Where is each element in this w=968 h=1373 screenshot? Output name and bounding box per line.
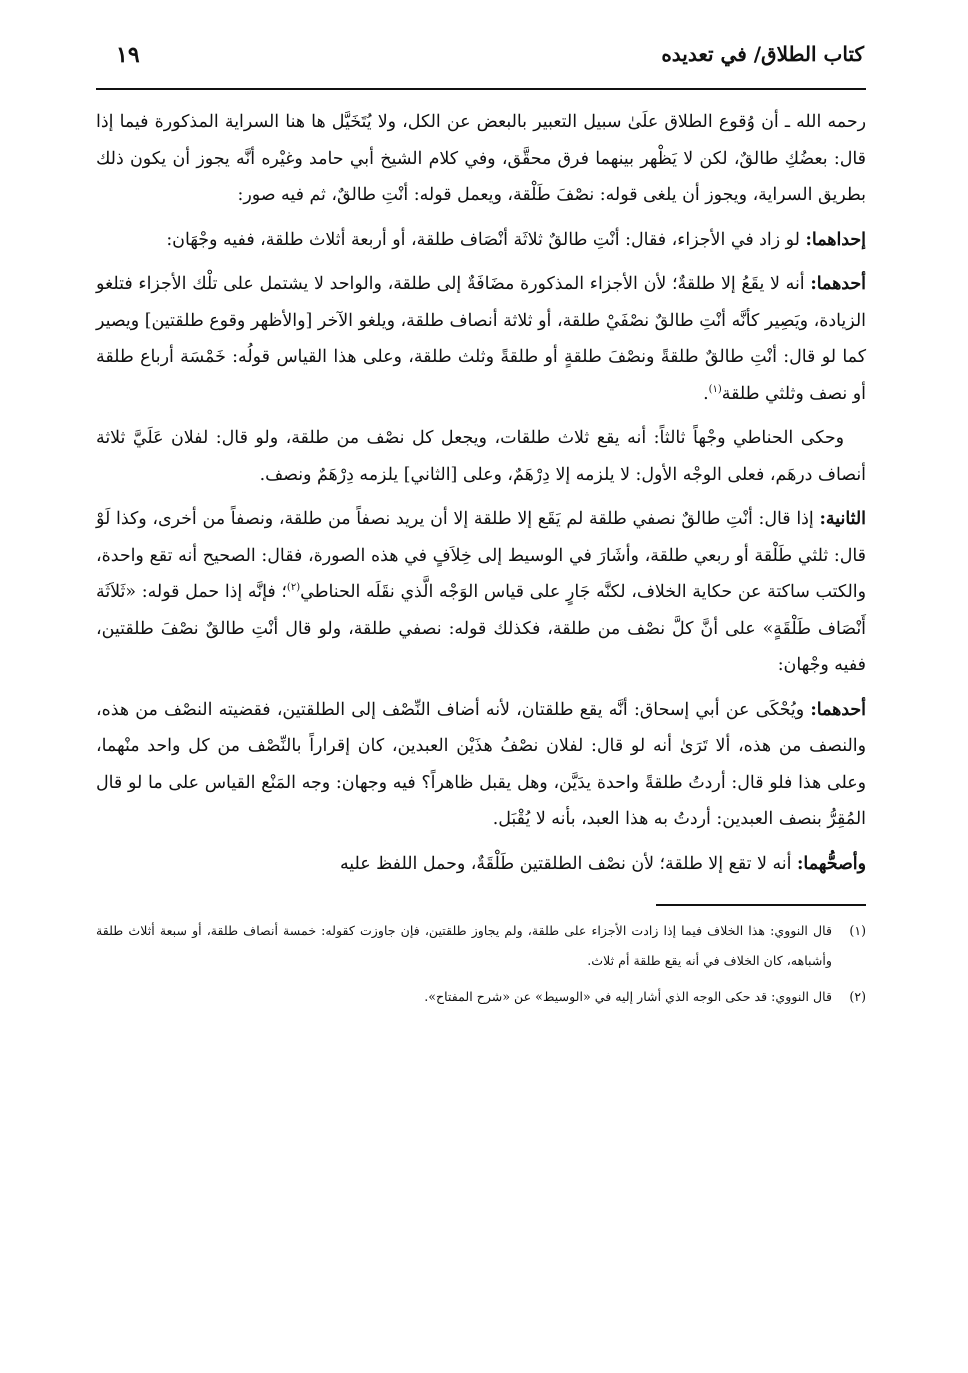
page-number: ١٩	[116, 42, 140, 68]
footnote-text: قال النووي: هذا الخلاف فيما إذا زادت الأجزاء على طلقة، ولم يجاوز طلقتين، فإن جاوزت كقوله: خمسة أنصاف طلقة، أو سبعة أثلاث طلقة وأشباهه، كان الخلاف في أنه يقع طلقة أم ثلاث.	[96, 923, 832, 968]
footnote-1	[96, 916, 866, 976]
footnote-ref-1[interactable]: (١)	[708, 383, 722, 395]
paragraph-5	[96, 501, 866, 684]
paragraph-end: .	[703, 383, 709, 404]
footnote-ref-2[interactable]: (٢)	[286, 582, 301, 594]
paragraph-text: لو زاد في الأجزاء، فقال: أنْتِ طالقٌ ثلاثَة أنْصَاف طلقة، أو أربعة أثلاث طلقة، ففيه وجْهَان:	[166, 229, 800, 250]
paragraph-lead: إحداهما:	[805, 229, 866, 250]
book-page	[96, 36, 866, 1018]
paragraph-3	[96, 266, 866, 412]
running-title: كتاب الطلاق/ في تعديده	[661, 42, 864, 66]
paragraph-lead: أحدهما:	[810, 274, 866, 294]
main-text	[96, 104, 866, 882]
paragraph-text: ويُحْكَى عن أبي إسحاق: أنَّه يقع طلقتان، لأنه أضاف النِّصْف إلى الطلقتين، فقضيته النصْف من هذه، والنصف من هذه، ألا تَرَىٰ أنه لو قال: لفلان نصْفُ هذَيْن العبدين، كان إقراراً بالنِّصْف من كل واحد منْهما، وعلى هذا فلو قال: أردتُ طلقةً واحدة يدَيَّن، وهل يقبل ظاهراً؟ فيه وجهان: وجه المَنْع القياس على ما لو قال المُقِرُّ بنصف العبدين: أردتُ به هذا العبد، بأنه لا يُقْبَل.	[96, 699, 866, 829]
paragraph-lead: وأصحُّهما:	[796, 853, 866, 874]
paragraph-text-cont: ؛ فإنَّه إذا حمل قوله: «ثَلاَثَة أَنْصَاف طَلْقَةٍ» على أنَّ كلَّ نصْف من طلقة، فكذلك قوله: نصفي طلقة، ولو قال أنْتِ طالقٌ نصْفَ طلقتين، ففيه وجْهان:	[96, 582, 866, 675]
paragraph-text: أنه لا تقع إلا طلقة؛ لأن نصْف الطلقتين طَلْقَةٌ، وحمل اللفظ عليه	[339, 853, 792, 874]
paragraph-6	[96, 692, 866, 838]
footnote-number: (٢)	[849, 989, 866, 1004]
page-header	[96, 36, 866, 90]
paragraph-lead: أحدهما:	[810, 699, 867, 720]
paragraph-lead: الثانية:	[819, 509, 867, 529]
footnote-text: قال النووي: قد حكى الوجه الذي أشار إليه في «الوسيط» عن «شرح المفتاح».	[424, 989, 832, 1004]
footnote-number: (١)	[849, 923, 866, 938]
footnote-divider	[656, 904, 866, 906]
paragraph-7	[96, 846, 866, 883]
paragraph-4	[96, 420, 866, 493]
footnotes	[96, 904, 866, 1012]
paragraph-text: رحمه الله ـ أن وُقوع الطلاق علَىٰ سبيل التعبير بالبعض عن الكل، ولا يُتَخَيَّل ها هنا السراية المذكورة فيما إذا قال: بعضُكِ طالقٌ، لكن لا يَظْهر بينهما فرق محقَّق، وفي كلام الشيخ أبي حامد وغيْره أنَّه يجوز أن يكون ذلك بطريق السراية، ويجوز أن يلغى قوله: نصْفَ طَلْقة، ويعمل قوله: أنْتِ طالقٌ، ثم فيه صور:	[96, 112, 866, 205]
footnote-2	[96, 982, 866, 1012]
paragraph-text: أنه لا يقَعُ إلا طلقةٌ؛ لأن الأجزاء المذكورة مضَافَةٌ إلى طلقة، والواحد لا يشتمل على تلْك الأجزاء فتلغو الزيادة، ويَصِير كأنَّه أنْتِ طالقٌ نصْفَيْ طلقة، أو ثلاثة أنصاف طلقة، ويلغو الآخر [والأظهر وقوع طلقتين] ويصير كما لو قال: أنْتِ طالقٌ طلقةً ونصْفَ طلقةٍ أو طلقةً وثلث طلقة، وعلى هذا القياس قولُه: خَمْسَة أرباع طلقة أو نصف وثلثي طلقة	[96, 274, 866, 404]
paragraph-text: إذا قال: أنْتِ طالقٌ نصفي طلقة لم يَقَع إلا طلقة إلا أن يريد نصفاً من طلقة، ونصفاً من أخرى، وكذا لَوْ قال: ثلثي طَلْقة أو ربعي طلقة، وأشَارَ في الوسيط إلى خِلاَفٍ في هذه الصورة، فقال: الصحيح أنه تقع واحدة، والكتب ساكتة عن حكاية الخلاف، لكنَّه جَارٍ على قياس الوَجْه الَّذي نقَلَه الحناطي	[96, 509, 866, 602]
paragraph-2	[96, 222, 866, 259]
paragraph-text: وحكى الحناطي وجْهاً ثالثاً: أنه يقع ثلاث طلقات، ويجعل كل نصْف من طلقة، ولو قال: لفلان عَلَيَّ ثلاثة أنصاف درهَم، فعلى الوجْه الأول: لا يلزمه إلا دِرْهَمٌ، وعلى [الثاني] يلزمه دِرْهَمٌ ونصف.	[96, 428, 866, 485]
paragraph-1	[96, 104, 866, 214]
